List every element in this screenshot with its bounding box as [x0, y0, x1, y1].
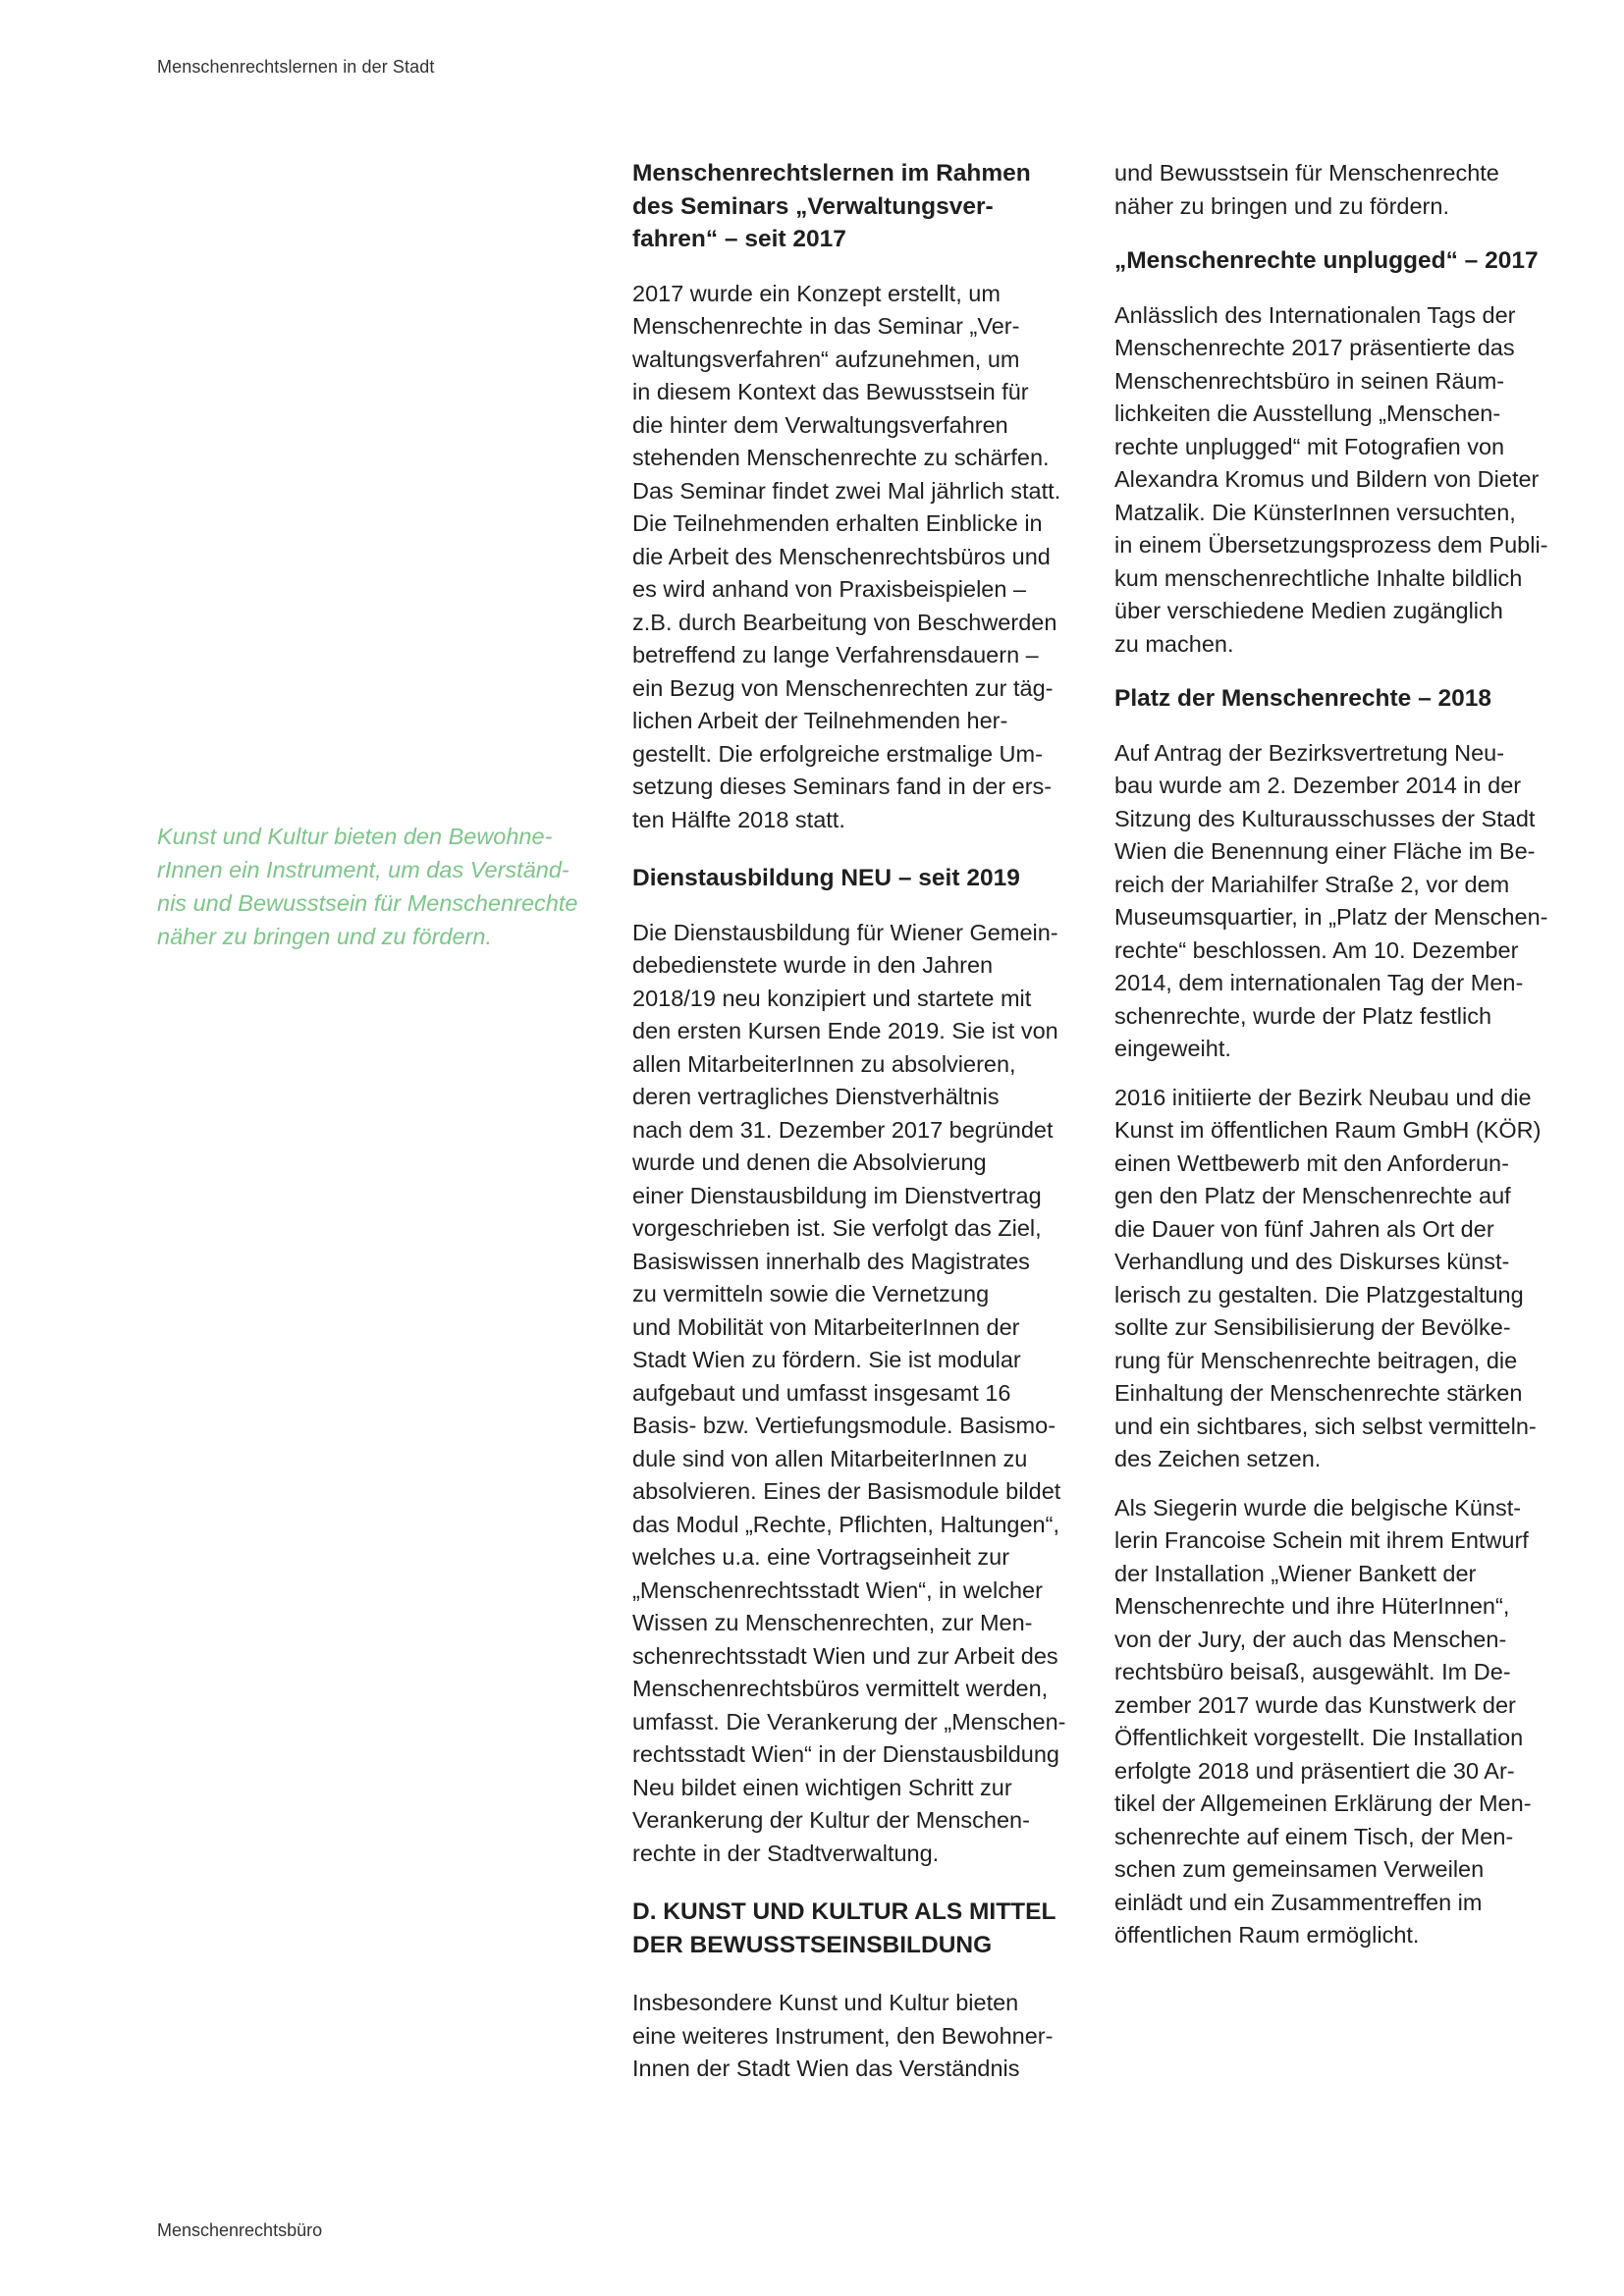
text-line: Dienstausbildung NEU – seit 2019: [632, 865, 1020, 891]
paragraph-seminar: [632, 278, 1084, 837]
text-line: näher zu bringen und zu fördern.: [1114, 192, 1449, 219]
text-line: rung für Menschenrechte beitragen, die: [1114, 1347, 1518, 1373]
text-line: lichen Arbeit der Teilnehmenden her-: [632, 708, 1008, 733]
text-line: umfasst. Die Verankerung der „Menschen-: [632, 1708, 1066, 1735]
text-line: Wien die Benennung einer Fläche im Be-: [1114, 838, 1536, 864]
text-line: Matzalik. Die KünsterInnen versuchten,: [1114, 499, 1516, 525]
text-line: Menschenrechtsbüros vermittelt werden,: [632, 1676, 1049, 1701]
heading-seminar: [632, 157, 1084, 256]
text-line: kum menschenrechtliche Inhalte bildlich: [1114, 564, 1523, 591]
text-line: z.B. durch Bearbeitung von Beschwerden: [632, 609, 1057, 635]
text-column-2: [1114, 157, 1566, 1968]
text-line: näher zu bringen und zu fördern.: [157, 924, 492, 949]
text-line: eine weiteres Instrument, den Bewohner-: [632, 2022, 1054, 2049]
text-line: stehenden Menschenrechte zu schärfen.: [632, 445, 1050, 470]
text-line: rechtsbüro beisaß, ausgewählt. Im De-: [1114, 1659, 1511, 1684]
text-line: Menschenrechte und ihre HüterInnen“,: [1114, 1593, 1510, 1619]
text-line: öffentlichen Raum ermöglicht.: [1114, 1922, 1420, 1948]
text-line: ten Hälfte 2018 statt.: [632, 806, 845, 832]
text-line: Neu bildet einen wichtigen Schritt zur: [632, 1774, 1012, 1800]
text-line: rechte in der Stadtverwaltung.: [632, 1840, 940, 1866]
text-line: den ersten Kursen Ende 2019. Sie ist von: [632, 1018, 1058, 1043]
text-line: rechte unplugged“ mit Fotografien von: [1114, 433, 1505, 459]
text-line: „Menschenrechte unplugged“ – 2017: [1114, 247, 1539, 274]
paragraph-dienstausbildung: [632, 917, 1084, 1871]
text-line: Menschenrechte 2017 präsentierte das: [1114, 335, 1515, 360]
text-line: die Dauer von fünf Jahren als Ort der: [1114, 1215, 1494, 1242]
text-line: schenrechte, wurde der Platz festlich: [1114, 1002, 1492, 1029]
running-header: Menschenrechtslernen in der Stadt: [157, 57, 435, 77]
text-line: gen den Platz der Menschenrechte auf: [1114, 1183, 1511, 1208]
text-line: einen Wettbewerb mit den Anforderun-: [1114, 1149, 1509, 1176]
text-line: des Zeichen setzen.: [1114, 1446, 1322, 1471]
paragraph-unplugged: [1114, 299, 1566, 662]
text-line: Basiswissen innerhalb des Magistrates: [632, 1248, 1030, 1274]
text-line: Sitzung des Kulturausschusses der Stadt: [1114, 805, 1536, 831]
text-line: über verschiedene Medien zugänglich: [1114, 598, 1503, 623]
text-line: Platz der Menschenrechte – 2018: [1114, 685, 1492, 712]
heading-dienstausbildung: [632, 862, 1084, 895]
text-line: tikel der Allgemeinen Erklärung der Men-: [1114, 1790, 1532, 1816]
text-line: Museumsquartier, in „Platz der Menschen-: [1114, 904, 1548, 930]
text-line: Einhaltung der Menschenrechte stärken: [1114, 1380, 1523, 1406]
text-line: 2016 initiierte der Bezirk Neubau und die: [1114, 1084, 1532, 1110]
heading-platz: [1114, 682, 1566, 716]
text-line: und Bewusstsein für Menschenrechte: [1114, 160, 1499, 186]
text-line: lerisch zu gestalten. Die Platzgestaltung: [1114, 1281, 1524, 1308]
text-line: Menschenrechtslernen im Rahmen: [632, 160, 1031, 187]
text-line: Auf Antrag der Bezirksvertretung Neu-: [1114, 739, 1505, 766]
text-line: Anlässlich des Internationalen Tags der: [1114, 301, 1516, 328]
text-line: setzung dieses Seminars fand in der ers-: [632, 774, 1053, 799]
text-line: 2018/19 neu konzipiert und startete mit: [632, 985, 1032, 1011]
text-line: waltungsverfahren“ aufzunehmen, um: [632, 346, 1020, 372]
text-line: das Modul „Rechte, Pflichten, Haltungen“,: [632, 1511, 1059, 1537]
text-line: erfolgte 2018 und präsentiert die 30 Ar-: [1114, 1757, 1515, 1784]
text-line: Innen der Stadt Wien das Verständnis: [632, 2056, 1020, 2081]
text-line: gestellt. Die erfolgreiche erstmalige Um-: [632, 740, 1043, 767]
pull-quote: [157, 820, 599, 953]
paragraph-platz-1: [1114, 737, 1566, 1066]
text-line: Insbesondere Kunst und Kultur bieten: [632, 1990, 1019, 2015]
text-line: rechtsstadt Wien“ in der Dienstausbildung: [632, 1741, 1059, 1767]
text-line: Kunst und Kultur bieten den Bewohne-: [157, 824, 553, 849]
text-line: Alexandra Kromus und Bildern von Dieter: [1114, 466, 1540, 492]
heading-kunst-kultur: [632, 1896, 1084, 1961]
text-line: Die Teilnehmenden erhalten Einblicke in: [632, 510, 1043, 536]
text-line: vorgeschrieben ist. Sie verfolgt das Ziel,: [632, 1215, 1042, 1241]
text-line: Basis- bzw. Vertiefungsmodule. Basismo-: [632, 1413, 1056, 1438]
text-line: lerin Francoise Schein mit ihrem Entwurf: [1114, 1527, 1529, 1553]
text-line: schenrechte auf einem Tisch, der Men-: [1114, 1823, 1514, 1849]
text-line: lichkeiten die Ausstellung „Menschen-: [1114, 400, 1501, 426]
text-line: eingeweiht.: [1114, 1036, 1231, 1061]
text-line: Menschenrechte in das Seminar „Ver-: [632, 313, 1020, 339]
text-line: Verhandlung und des Diskurses künst-: [1114, 1249, 1510, 1274]
paragraph-continuation: [1114, 157, 1566, 223]
text-line: zu vermitteln sowie die Vernetzung: [632, 1281, 990, 1307]
text-line: betreffend zu lange Verfahrensdauern –: [632, 642, 1039, 667]
text-line: welches u.a. eine Vortragseinheit zur: [632, 1544, 1010, 1570]
text-line: allen MitarbeiterInnen zu absolvieren,: [632, 1050, 1016, 1077]
text-line: Die Dienstausbildung für Wiener Gemein-: [632, 919, 1058, 945]
text-line: des Seminars „Verwaltungsver-: [632, 192, 994, 220]
text-line: von der Jury, der auch das Menschen-: [1114, 1626, 1507, 1652]
text-line: Stadt Wien zu fördern. Sie ist modular: [632, 1347, 1021, 1372]
text-line: Als Siegerin wurde die belgische Künst-: [1114, 1494, 1522, 1521]
text-line: rInnen ein Instrument, um das Verständ-: [157, 857, 569, 882]
paragraph-kunst-kultur: [632, 1987, 1084, 2086]
text-line: aufgebaut und umfasst insgesamt 16: [632, 1379, 1011, 1406]
text-line: „Menschenrechtsstadt Wien“, in welcher: [632, 1576, 1043, 1603]
text-line: und Mobilität von MitarbeiterInnen der: [632, 1313, 1020, 1340]
heading-unplugged: [1114, 244, 1566, 278]
text-line: schenrechtsstadt Wien und zur Arbeit des: [632, 1642, 1058, 1669]
text-line: in einem Übersetzungsprozess dem Publi-: [1114, 532, 1548, 558]
text-line: einlädt und ein Zusammentreffen im: [1114, 1889, 1483, 1915]
paragraph-platz-3: [1114, 1492, 1566, 1952]
text-line: deren vertragliches Dienstverhältnis: [632, 1084, 1000, 1109]
text-line: zember 2017 wurde das Kunstwerk der: [1114, 1691, 1516, 1718]
text-line: in diesem Kontext das Bewusstsein für: [632, 379, 1029, 404]
text-line: und ein sichtbares, sich selbst vermitteln-: [1114, 1413, 1537, 1439]
text-line: 2014, dem internationalen Tag der Men-: [1114, 970, 1524, 995]
text-line: reich der Mariahilfer Straße 2, vor dem: [1114, 871, 1510, 897]
text-line: nach dem 31. Dezember 2017 begründet: [632, 1116, 1054, 1143]
text-line: 2017 wurde ein Konzept erstellt, um: [632, 280, 1001, 306]
text-line: sollte zur Sensibilisierung der Bevölke-: [1114, 1314, 1511, 1340]
text-line: Öffentlichkeit vorgestellt. Die Installation: [1114, 1725, 1524, 1750]
text-line: fahren“ – seit 2017: [632, 226, 846, 252]
text-line: D. KUNST UND KULTUR ALS MITTEL: [632, 1898, 1056, 1925]
text-line: schen zum gemeinsamen Verweilen: [1114, 1856, 1485, 1882]
text-line: dule sind von allen MitarbeiterInnen zu: [632, 1445, 1028, 1471]
text-line: die Arbeit des Menschenrechtsbüros und: [632, 543, 1051, 569]
text-line: Wissen zu Menschenrechten, zur Men-: [632, 1610, 1033, 1635]
text-line: Kunst im öffentlichen Raum GmbH (KÖR): [1114, 1117, 1542, 1143]
text-line: absolvieren. Eines der Basismodule bildet: [632, 1478, 1061, 1504]
text-line: wurde und denen die Absolvierung: [632, 1149, 987, 1175]
page-footer: Menschenrechtsbüro: [157, 2220, 323, 2240]
text-line: bau wurde am 2. Dezember 2014 in der: [1114, 773, 1522, 798]
text-line: die hinter dem Verwaltungsverfahren: [632, 411, 1008, 438]
text-line: debedienstete wurde in den Jahren: [632, 952, 994, 978]
text-line: ein Bezug von Menschenrechten zur täg-: [632, 674, 1054, 701]
text-line: zu machen.: [1114, 630, 1234, 657]
text-line: DER BEWUSSTSEINSBILDUNG: [632, 1931, 993, 1958]
text-column-1: [632, 157, 1084, 2102]
text-line: rechte“ beschlossen. Am 10. Dezember: [1114, 936, 1519, 963]
text-line: nis und Bewusstsein für Menschenrechte: [157, 890, 578, 916]
text-line: der Installation „Wiener Bankett der: [1114, 1560, 1477, 1586]
text-line: es wird anhand von Praxisbeispielen –: [632, 576, 1027, 602]
text-line: Menschenrechtsbüro in seinen Räum-: [1114, 367, 1505, 394]
paragraph-platz-2: [1114, 1082, 1566, 1476]
text-line: Das Seminar findet zwei Mal jährlich statt.: [632, 477, 1061, 504]
text-line: einer Dienstausbildung im Dienstvertrag: [632, 1182, 1042, 1208]
text-line: Verankerung der Kultur der Menschen-: [632, 1807, 1030, 1833]
